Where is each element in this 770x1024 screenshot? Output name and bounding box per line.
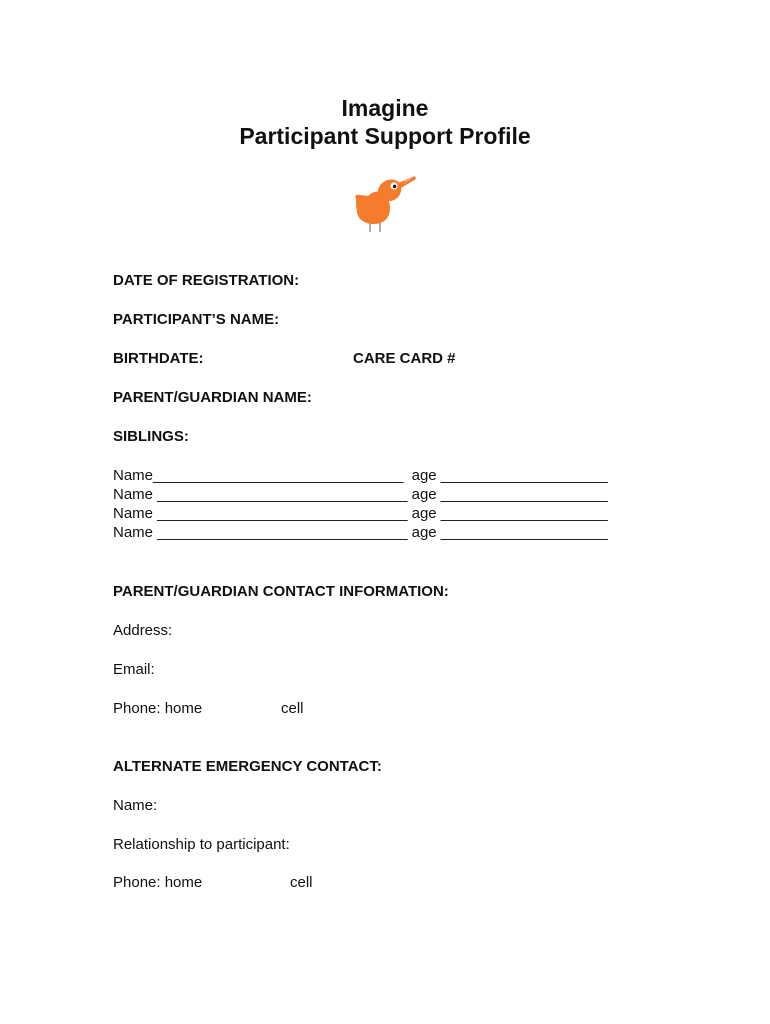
parent-guardian-name-label: PARENT/GUARDIAN NAME: [113,389,312,406]
address-label: Address: [113,622,173,639]
emergency-phone-cell-label: cell [290,874,313,891]
orange-bird-icon [348,172,420,238]
contact-heading: PARENT/GUARDIAN CONTACT INFORMATION: [113,583,449,600]
relationship-label: Relationship to participant: [113,836,290,853]
email-label: Email: [113,661,155,678]
emergency-phone-home-label: Phone: home [113,874,203,891]
birthdate-label: BIRTHDATE: [113,350,204,367]
sibling-row: Name ______________________________ age ____________________ [113,486,608,503]
form-title: Imagine [341,95,429,121]
phone-cell-label: cell [281,700,304,717]
emergency-heading: ALTERNATE EMERGENCY CONTACT: [113,758,382,775]
sibling-row: Name ______________________________ age ____________________ [113,505,608,522]
participant-name-label: PARTICIPANT’S NAME: [113,311,280,328]
siblings-label: SIBLINGS: [113,428,189,445]
phone-home-label: Phone: home [113,700,203,717]
form-subtitle: Participant Support Profile [239,123,531,149]
emergency-name-label: Name: [113,797,158,814]
sibling-row: Name ______________________________ age ____________________ [113,524,608,541]
date-of-registration-label: DATE OF REGISTRATION: [113,272,300,289]
care-card-label: CARE CARD # [353,350,456,367]
sibling-row: Name______________________________ age ____________________ [113,467,608,484]
